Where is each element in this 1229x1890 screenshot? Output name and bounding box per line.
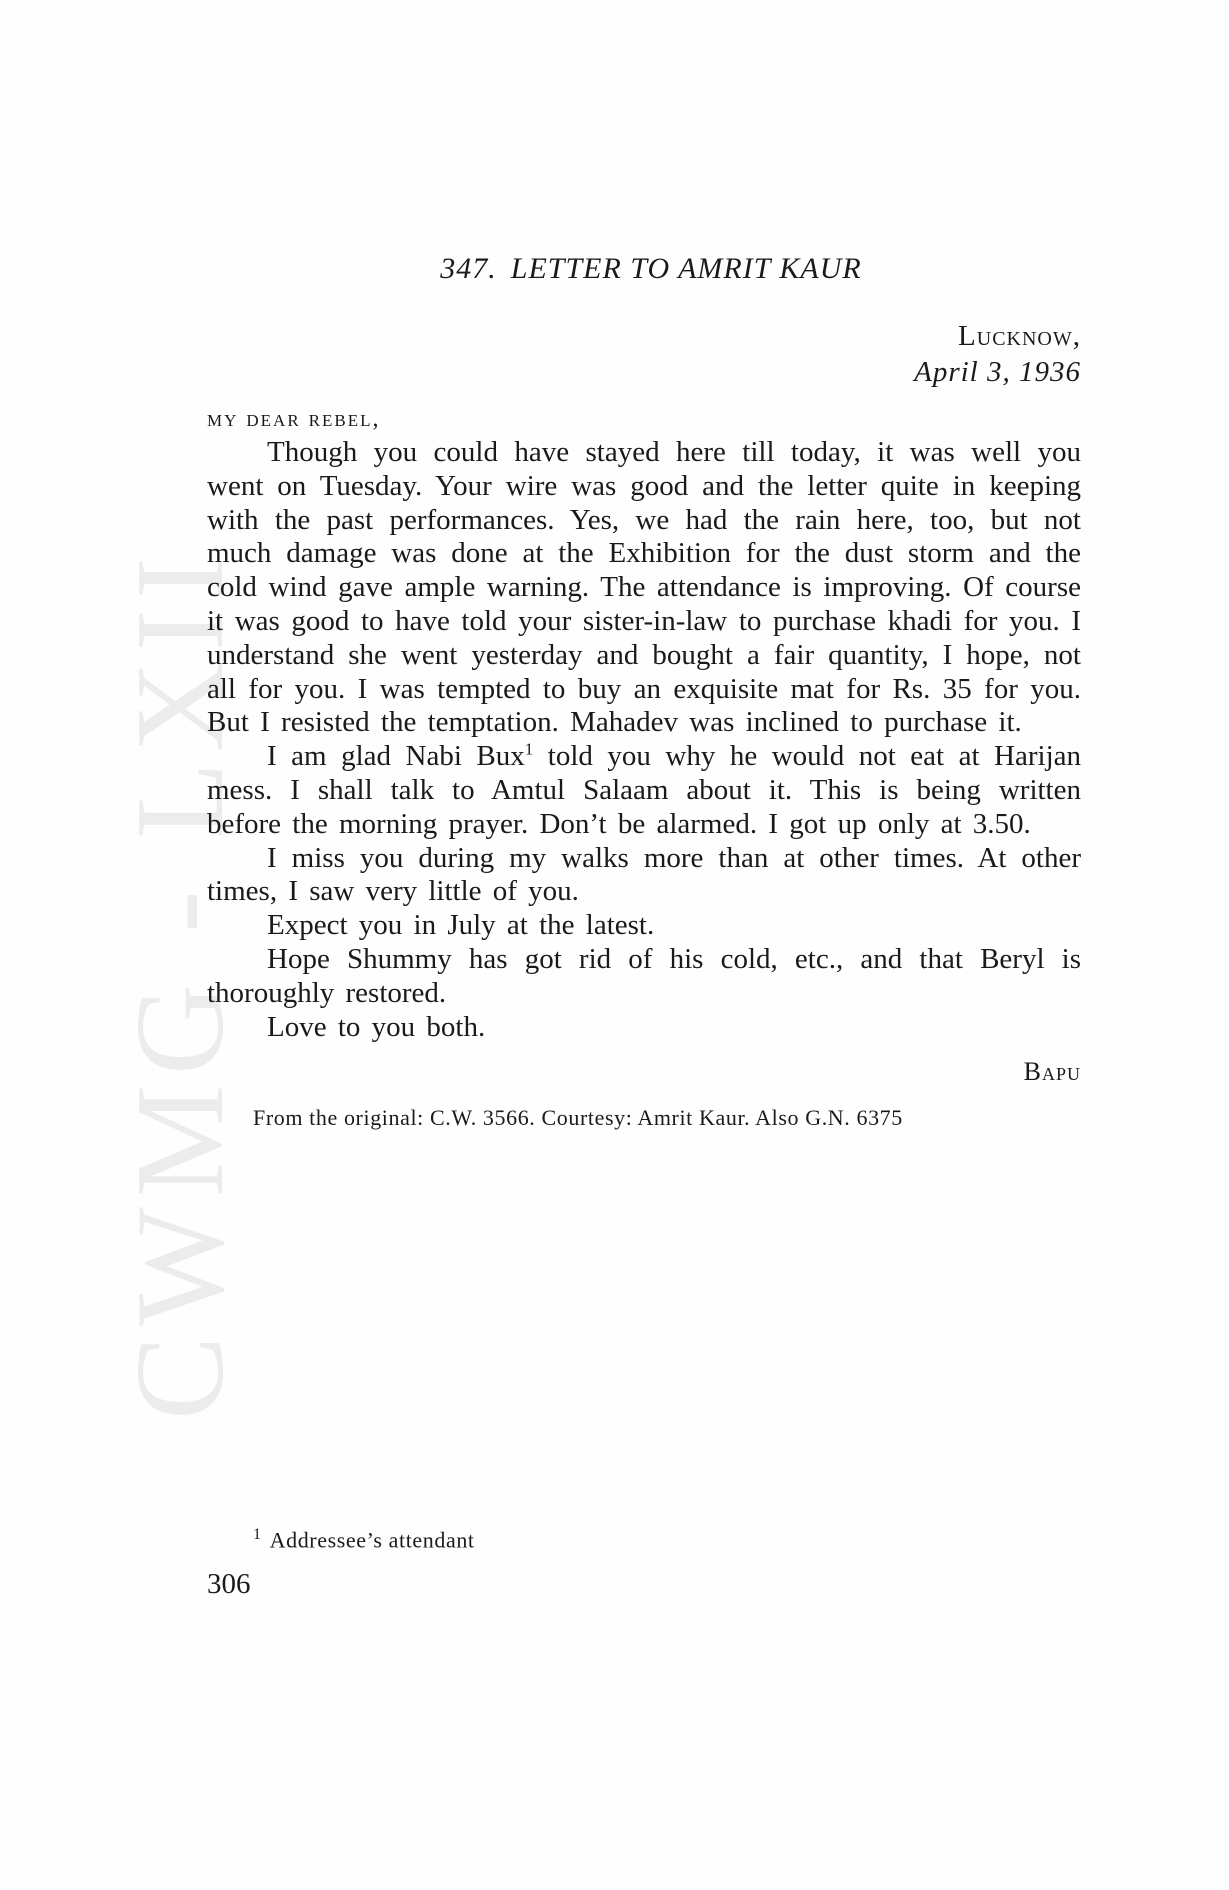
salutation: my dear rebel, — [207, 406, 381, 432]
footnote-number: 1 — [253, 1526, 262, 1543]
footnote-text: Addressee’s attendant — [269, 1527, 475, 1553]
paragraph-2 — [207, 740, 1081, 841]
watermark-text: CWMG - LXII — [111, 547, 250, 1420]
paragraph-4: Expect you in July at the latest. — [267, 909, 655, 942]
paragraph-6: Love to you both. — [267, 1010, 486, 1043]
letter-page — [207, 246, 1081, 1134]
paragraph-2-start: I am glad Nabi Bux — [267, 740, 525, 773]
footnote-marker: 1 — [524, 739, 534, 759]
paragraph-5: Hope Shummy has got rid of his cold, etc., and that Beryl is thoroughly restored. — [207, 942, 1081, 1009]
letter-number: 347. — [440, 252, 497, 285]
signature: Bapu — [1023, 1057, 1081, 1087]
letter-heading — [221, 246, 1081, 292]
dateline-date: April 3, 1936 — [914, 356, 1081, 388]
source-note: From the original: C.W. 3566. Courtesy: Amrit Kaur. Also G.N. 6375 — [253, 1105, 903, 1131]
dateline-place: Lucknow, — [958, 320, 1081, 352]
page-number: 306 — [207, 1568, 251, 1600]
letter-body — [207, 436, 1081, 1044]
paragraph-1: Though you could have stayed here till today, it was well you went on Tuesday. Your wire was good and the letter quite in keeping with the past performances. Yes, we had the rain here, too, but not much damage was done at the Exhibition for the dust storm and the cold wind gave ample warning. The attendance is improving. Of course it was good to have told your sister-in-law to purchase khadi for you. I understand she went yesterday and bought a fair quantity, I hope, not all for you. I was tempted to buy an exquisite mat for Rs. 35 for you. But I resisted the temptation. Mahadev was inclined to purchase it. — [207, 436, 1081, 739]
paragraph-3: I miss you during my walks more than at other times. At other times, I saw very little of you. — [207, 841, 1081, 908]
letter-title: LETTER TO AMRIT KAUR — [510, 252, 862, 285]
paragraph-2-end: told you why he would not eat at Harijan mess. I shall talk to Amtul Salaam about it. This is being written before the morning prayer. Don’t be alarmed. I got up only at 3.50. — [207, 740, 1081, 840]
footnote — [253, 1526, 475, 1553]
